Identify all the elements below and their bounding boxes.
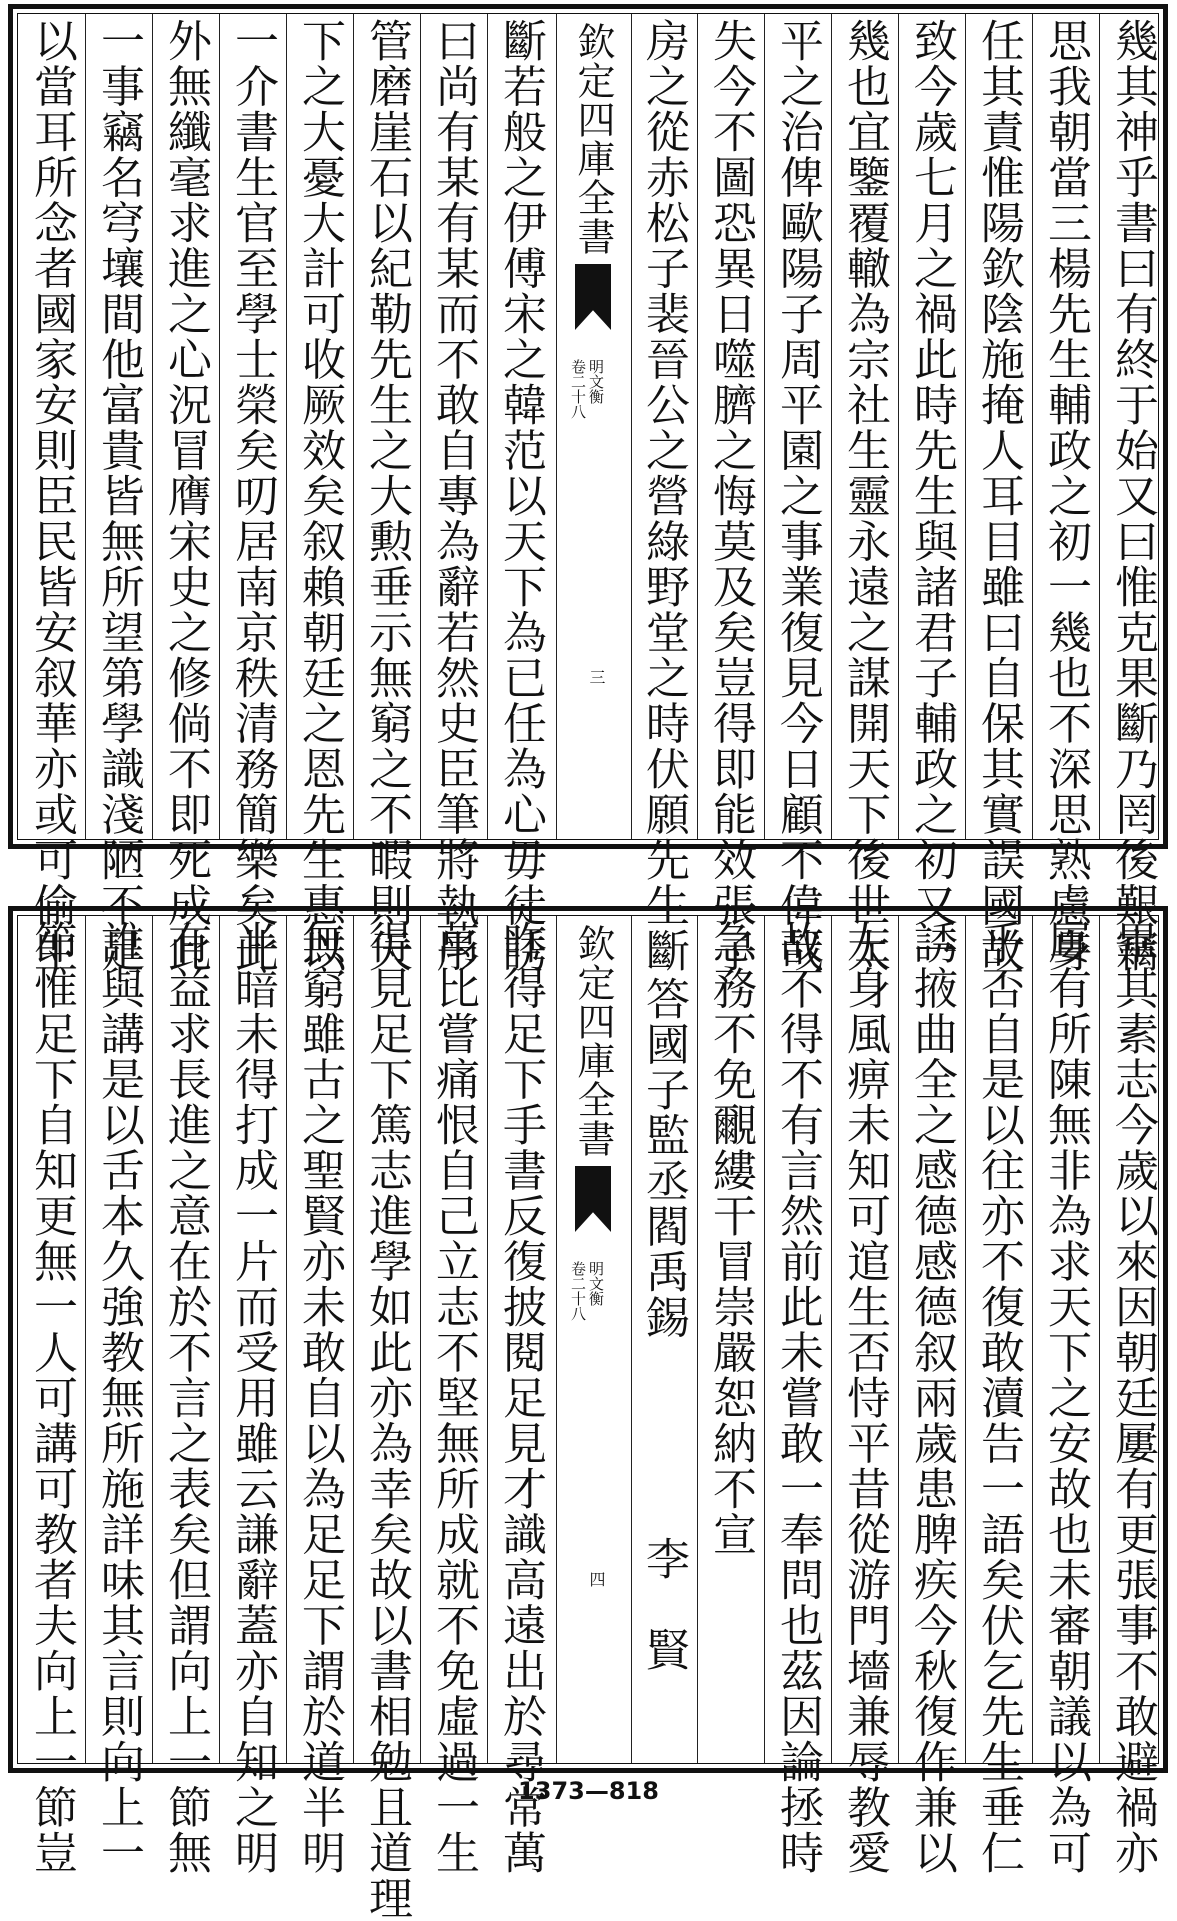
text-column: 故不得不有言然前此未嘗敢一奉問也茲因論拯時 bbox=[764, 916, 832, 1763]
text-column: 無窮雖古之聖賢亦未敢自以為足足下謂於道半明 bbox=[286, 916, 354, 1763]
spine-title: 欽定四庫全書 bbox=[571, 924, 615, 1158]
text-column: 房之從赤松子裴晉公之營綠野堂之時伏願先生斷 bbox=[630, 14, 698, 839]
top-right-half bbox=[630, 14, 1168, 974]
text-column: 曰尚有某有某而不敢自專為辭若然史臣筆將執彤 bbox=[420, 14, 488, 839]
bottom-left-half bbox=[18, 916, 556, 1921]
text-column: 乎否自是以往亦不復敢瀆告一語矣伏乞先生垂仁 bbox=[965, 916, 1033, 1763]
text-column: 失今不圖恐異日噬臍之悔莫及矣豈得即能效張子 bbox=[697, 14, 765, 839]
text-column: 急務不免覼縷干冒崇嚴恕納不宣 bbox=[697, 916, 765, 1763]
text-column: 有益求長進之意在於不言之表矣但謂向上一節無 bbox=[152, 916, 220, 1763]
text-column: 左身風痹未知可逭生否恃平昔從游門墻兼辱教愛 bbox=[831, 916, 899, 1763]
text-column: 外無纖毫求進之心況冒膺宋史之修倘不即死成此 bbox=[152, 14, 220, 839]
spine-volume: 卷二十八 bbox=[569, 1261, 587, 1321]
text-column: 誘掖曲全之感德感德叙兩歲患脾疾今秋復作兼以 bbox=[898, 916, 966, 1763]
text-column: 節惟足下自知更無一人可講可教者夫向上一節豈 bbox=[18, 916, 86, 1763]
text-column: 屢有所陳無非為求天下之安故也未審朝議以為可 bbox=[1032, 916, 1100, 1763]
text-column: 斷若般之伊傅宋之韓范以天下為已任為心毋徒誘 bbox=[495, 18, 546, 974]
spine bbox=[556, 14, 632, 839]
letter-author: 李 賢 bbox=[638, 1536, 689, 1673]
page-footer-number: 1373—818 bbox=[518, 1777, 659, 1805]
text-column: 致今歲七月之禍此時先生與諸君子輔政之初又一 bbox=[898, 14, 966, 839]
text-column: 誰與講是以舌本久強教無所施詳味其言則向上一 bbox=[85, 916, 153, 1763]
spine-page-number: 四 bbox=[587, 1571, 606, 1587]
text-column: 下之大憂大計可收厥效矣叙賴朝廷之恩先生惠以 bbox=[286, 14, 354, 839]
letter-title-column bbox=[630, 916, 698, 1763]
text-column: 平之治俾歐陽子周平園之事業復見今日顧不偉哉 bbox=[764, 14, 832, 839]
spine-book-title: 明文衡 bbox=[587, 1261, 605, 1306]
top-page-frame bbox=[8, 4, 1168, 974]
text-column: 萬比嘗痛恨自己立志不堅無所成就不免虛過一生 bbox=[420, 916, 488, 1763]
text-column: 管磨崖石以紀勒先生之大勲垂示無窮之不暇則天 bbox=[353, 14, 421, 839]
text-column: 一事竊名穹壤間他富貴皆無所望第學識淺陋不足 bbox=[85, 14, 153, 839]
spine-page-number: 三 bbox=[587, 669, 606, 685]
fish-tail-mark bbox=[575, 264, 611, 330]
text-column: 思我朝當三楊先生輔政之初一幾也不深思熟慮身 bbox=[1032, 14, 1100, 839]
text-column: 一介書生官至學士榮矣叨居南京秩清務簡樂矣此 bbox=[219, 14, 287, 839]
spine-title: 欽定四庫全書 bbox=[571, 22, 615, 256]
top-left-half bbox=[18, 14, 556, 974]
text-column: 得見足下篤志進學如此亦為幸矣故以書相勉且道理 bbox=[353, 916, 421, 1763]
text-column: 幾其神乎書曰有終于始又曰惟克果斷乃罔後艱竊 bbox=[1107, 18, 1158, 974]
letter-title: 答國子監丞閻禹錫 bbox=[638, 976, 689, 1340]
text-column: 幾也宜鑒覆轍為宗社生靈永遠之謀開天下後世太 bbox=[831, 14, 899, 839]
text-column: 任其責惟陽欽陰施掩人耳目雖曰自保其實誤國故 bbox=[965, 14, 1033, 839]
spine-book-title: 明文衡 bbox=[587, 359, 605, 404]
text-column: 半暗未得打成一片而受用雖云謙辭蓋亦自知之明 bbox=[219, 916, 287, 1763]
spine-volume: 卷二十八 bbox=[569, 359, 587, 419]
bottom-right-half bbox=[630, 916, 1168, 1876]
text-column: 昨得足下手書反復披閱足見才識高遠出於尋常萬 bbox=[495, 920, 546, 1876]
spine bbox=[556, 916, 632, 1763]
fish-tail-mark bbox=[575, 1166, 611, 1232]
text-column: 以當耳所念者國家安則臣民皆安叙華亦或可偷生 bbox=[18, 14, 86, 839]
text-column: 畢其素志今歲以來因朝廷屢有更張事不敢避禍亦 bbox=[1107, 920, 1158, 1876]
